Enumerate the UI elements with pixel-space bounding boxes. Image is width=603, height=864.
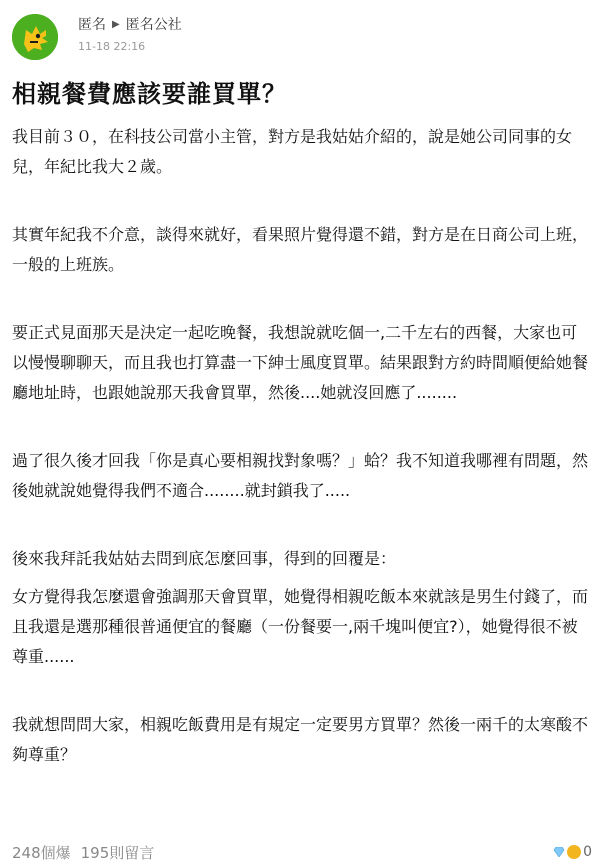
dragon-avatar-icon: [12, 14, 58, 60]
post-paragraph: 我就想問問大家，相親吃飯費用是有規定一定要男方買單？然後一兩千的太寒酸不夠尊重？: [12, 715, 589, 764]
chevron-right-icon: ▶: [112, 18, 120, 30]
like-count[interactable]: 248個爆: [12, 843, 71, 862]
post-paragraph: 過了很久後才回我「你是真心要相親找對象嗎？」蛤？我不知道我哪裡有問題，然後她就說她覺得我們不適合........就封鎖我了.....: [12, 451, 589, 500]
post-timestamp: 11-18 22:16: [78, 40, 146, 53]
avatar[interactable]: [12, 14, 58, 60]
board-name[interactable]: 匿名公社: [125, 17, 182, 33]
reward-badge[interactable]: [553, 844, 592, 860]
post-paragraph: 要正式見面那天是決定一起吃晚餐，我想說就吃個一,二千左右的西餐，大家也可以慢慢聊聊天，而且我也打算盡一下紳士風度買單。結果跟對方約時間順便給她餐廳地址時，也跟她說那天我會買單，然後....她就沒回應了........: [12, 323, 589, 402]
post-footer: [12, 840, 592, 864]
post-paragraph: 女方覺得我怎麼還會強調那天會買單，她覺得相親吃飯本來就該是男生付錢了，而且我還是選那種很普通便宜的餐廳（一份餐要一,兩千塊叫便宜?），她覺得很不被尊重......: [12, 587, 589, 666]
reward-count: 0: [583, 844, 592, 860]
comment-count[interactable]: 195則留言: [80, 843, 155, 862]
gem-icon: [553, 847, 565, 857]
author-name[interactable]: 匿名: [78, 17, 106, 33]
post-content: [12, 122, 592, 770]
post-paragraph: 我目前３０，在科技公司當小主管，對方是我姑姑介紹的，說是她公司同事的女兒，年紀比我大２歲。: [12, 127, 573, 176]
post-paragraph: 後來我拜託我姑姑去問到底怎麼回事，得到的回覆是：: [12, 549, 397, 568]
post-title: 相親餐費應該要誰買單？: [12, 80, 287, 108]
post-meta: [78, 14, 182, 53]
post-paragraph: 其實年紀我不介意，談得來就好，看果照片覺得還不錯，對方是在日商公司上班，一般的上班族。: [12, 225, 589, 274]
coin-icon: [567, 845, 581, 859]
